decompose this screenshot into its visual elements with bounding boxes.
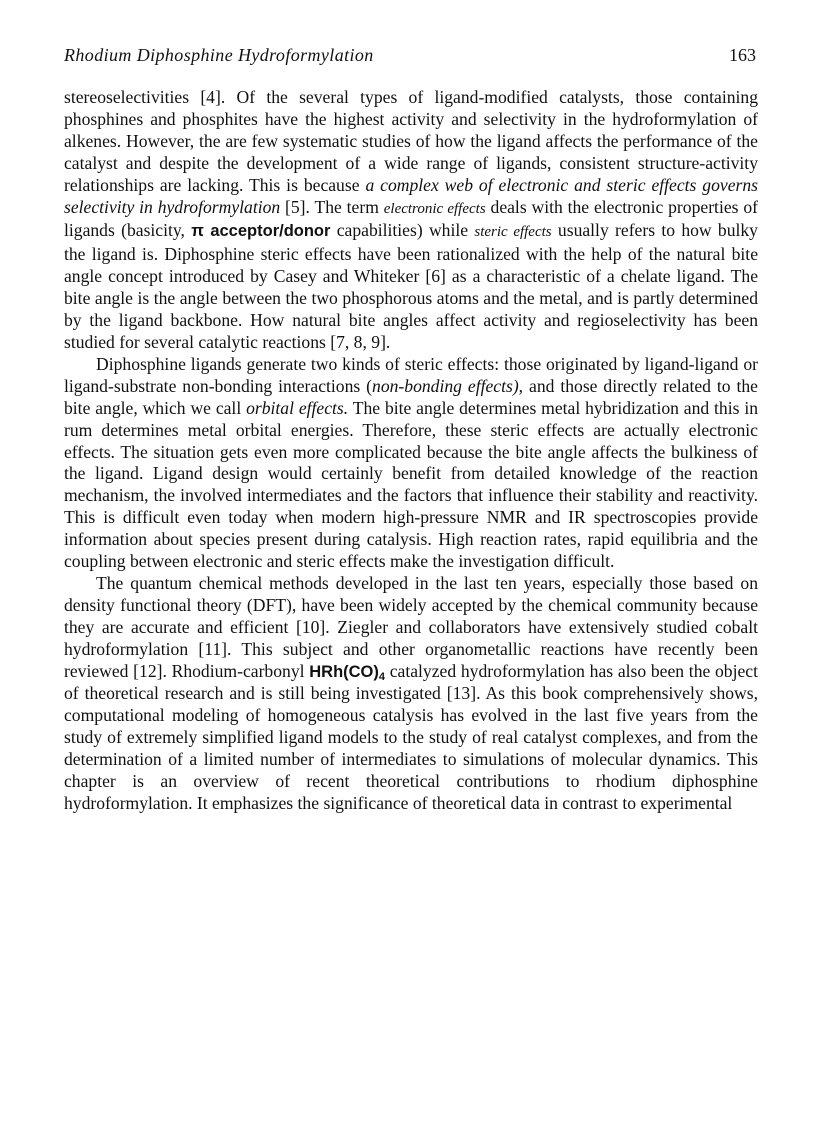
chemical-formula: $HRh(CO)_4$ [309, 662, 386, 683]
body-text [64, 87, 758, 815]
pi-acceptor-donor: π acceptor/donor [191, 222, 331, 241]
paragraph-1: stereoselectivities [4]. Of the several types of ligand-modified catalysts, those containing phosphines and phosphites have the highest activity and selectivity in the hydroformylation of alkenes. However, the are few systematic studies of how the ligand affects the performance of the catalyst and despite the development of a wide range of ligands, consistent structure-activity relationships are lacking. This is because a complex web of electronic and steric effects governs selectivity in hydroformylation [5]. The term electronic effects deals with the electronic properties of ligands (basicity, π acceptor/donor capabilities) while steric effects usually refers to how bulky the ligand is. Diphosphine steric effects have been rationalized with the help of the natural bite angle concept introduced by Casey and Whiteker [6] as a characteristic of a chelate ligand. The bite angle is the angle between the two phosphorous atoms and the metal, and is partly determined by the ligand backbone. How natural bite angles affect activity and regioselectivity has been studied for several catalytic reactions [7, 8, 9]. [64, 87, 758, 352]
paragraph-3: The quantum chemical methods developed in the last ten years, especially those based on density functional theory (DFT), have been widely accepted by the chemical community because they are accurate and efficient [10]. Ziegler and collaborators have extensively studied cobalt hydroformylation [11]. This subject and other organometallic reactions have recently been reviewed [12]. Rhodium-carbonyl $HRh(CO)_4$ catalyzed hydroformylation has also been the object of theoretical research and is still being investigated [13]. As this book comprehensively shows, computational modeling of homogeneous catalysis has evolved in the last five years from the study of extremely simplified ligand models to the study of real catalyst complexes, and from the determination of a limited number of intermediates to simulations of molecular dynamics. This chapter is an overview of recent theoretical contributions to rhodium diphosphine hydroformylation. It emphasizes the significance of theoretical data in contrast to experimental [64, 572, 759, 813]
running-title: Rhodium Diphosphine Hydroformylation [64, 45, 374, 65]
page-number: 163 [729, 45, 756, 65]
paragraph-2: Diphosphine ligands generate two kinds of steric effects: those originated by ligand-ligand or ligand-substrate non-bonding interactions (non-bonding effects), and those directly related to the bite angle, which we call orbital effects. The bite angle determines metal hybridization and this in rum determines metal orbital energies. Therefore, these steric effects are actually electronic effects. The situation gets even more complicated because the bite angle affects the bulkiness of the ligand. Ligand design would certainly benefit from detailed knowledge of the reaction mechanism, the involved intermediates and the factors that influence their stability and reactivity. This is difficult even today when modern high-pressure NMR and IR spectroscopies provide information about species present during catalysis. High reaction rates, rapid equilibria and the coupling between electronic and steric effects make the investigation difficult. [64, 353, 758, 572]
running-header [64, 43, 764, 67]
